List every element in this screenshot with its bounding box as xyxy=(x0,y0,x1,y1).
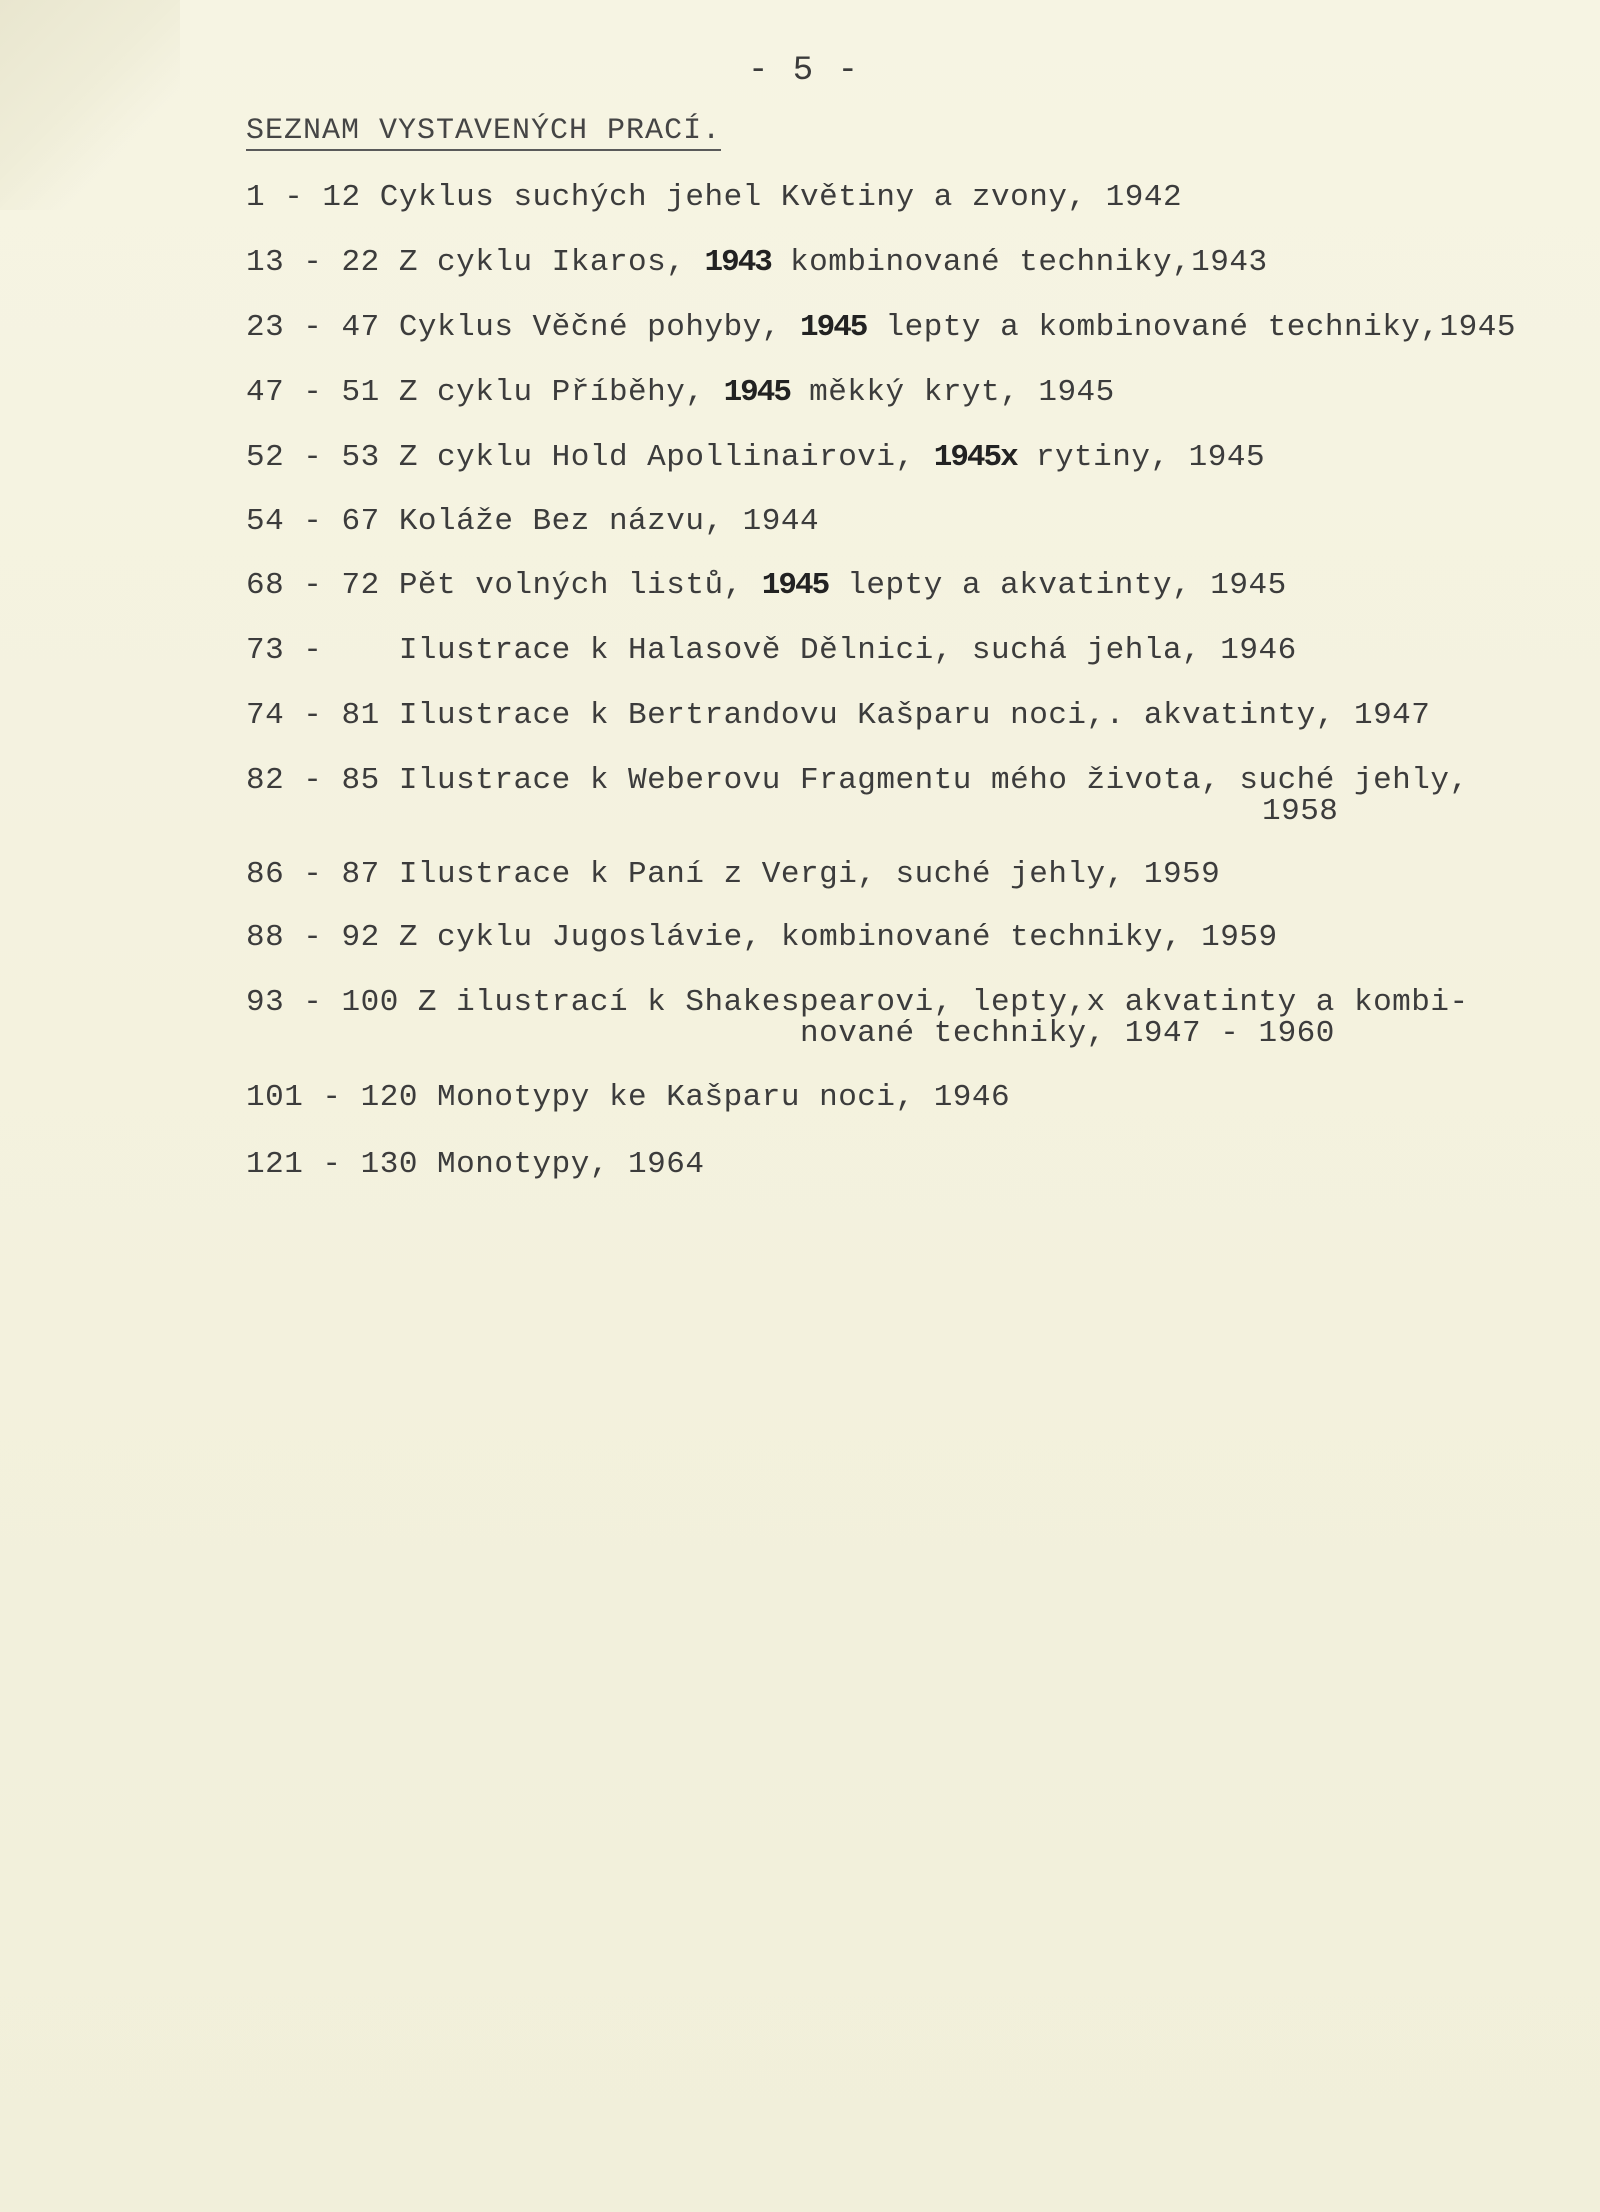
list-item xyxy=(246,311,1516,345)
list-item-text: 13 - 22 Z cyklu Ikaros, xyxy=(246,245,705,280)
list-item: 86 - 87 Ilustrace k Paní z Vergi, suché jehly, 1959 xyxy=(246,857,1221,892)
list-item: 1 - 12 Cyklus suchých jehel Květiny a zvony, 1942 xyxy=(246,180,1183,215)
list-item-text: 68 - 72 Pět volných listů, xyxy=(246,568,762,603)
list-item xyxy=(246,441,1265,475)
list-item-continuation: 1958 xyxy=(1262,794,1339,829)
list-item xyxy=(246,376,1115,410)
list-item-text: lepty a kombinované techniky,1945 xyxy=(866,310,1516,345)
list-item: 82 - 85 Ilustrace k Weberovu Fragmentu mého života, suché jehly, xyxy=(246,763,1469,798)
list-item: 54 - 67 Koláže Bez názvu, 1944 xyxy=(246,504,820,539)
list-item-text: 23 - 47 Cyklus Věčné pohyby, xyxy=(246,310,800,345)
struck-out-text: 1943 xyxy=(704,245,771,280)
list-item-text: rytiny, 1945 xyxy=(1016,440,1266,475)
struck-out-text: 1945 xyxy=(723,375,790,410)
page-number: - 5 - xyxy=(748,52,861,90)
list-item: 73 - Ilustrace k Halasově Dělnici, suchá jehla, 1946 xyxy=(246,633,1297,668)
list-item-continuation: nované techniky, 1947 - 1960 xyxy=(800,1016,1335,1051)
list-item: 101 - 120 Monotypy ke Kašparu noci, 1946 xyxy=(246,1080,1011,1115)
list-item-text: kombinované techniky,1943 xyxy=(770,245,1268,280)
list-item-text: 47 - 51 Z cyklu Příběhy, xyxy=(246,375,724,410)
list-item: 74 - 81 Ilustrace k Bertrandovu Kašparu noci,. akvatinty, 1947 xyxy=(246,698,1431,733)
list-item: 88 - 92 Z cyklu Jugoslávie, kombinované techniky, 1959 xyxy=(246,920,1278,955)
list-item xyxy=(246,569,1287,603)
list-item: 121 - 130 Monotypy, 1964 xyxy=(246,1147,705,1182)
list-item-text: 52 - 53 Z cyklu Hold Apollinairovi, xyxy=(246,440,934,475)
paper-fold-corner xyxy=(0,0,180,210)
list-item-text: měkký kryt, 1945 xyxy=(790,375,1115,410)
list-item: 93 - 100 Z ilustrací k Shakespearovi, lepty,x akvatinty a kombi- xyxy=(246,985,1469,1020)
document-heading: SEZNAM VYSTAVENÝCH PRACÍ. xyxy=(246,113,721,151)
struck-out-text: 1945 xyxy=(761,568,829,603)
list-item xyxy=(246,246,1268,280)
struck-out-text: 1945 xyxy=(800,310,867,345)
list-item-text: lepty a akvatinty, 1945 xyxy=(828,568,1287,603)
struck-out-text: 1945x xyxy=(933,440,1017,475)
